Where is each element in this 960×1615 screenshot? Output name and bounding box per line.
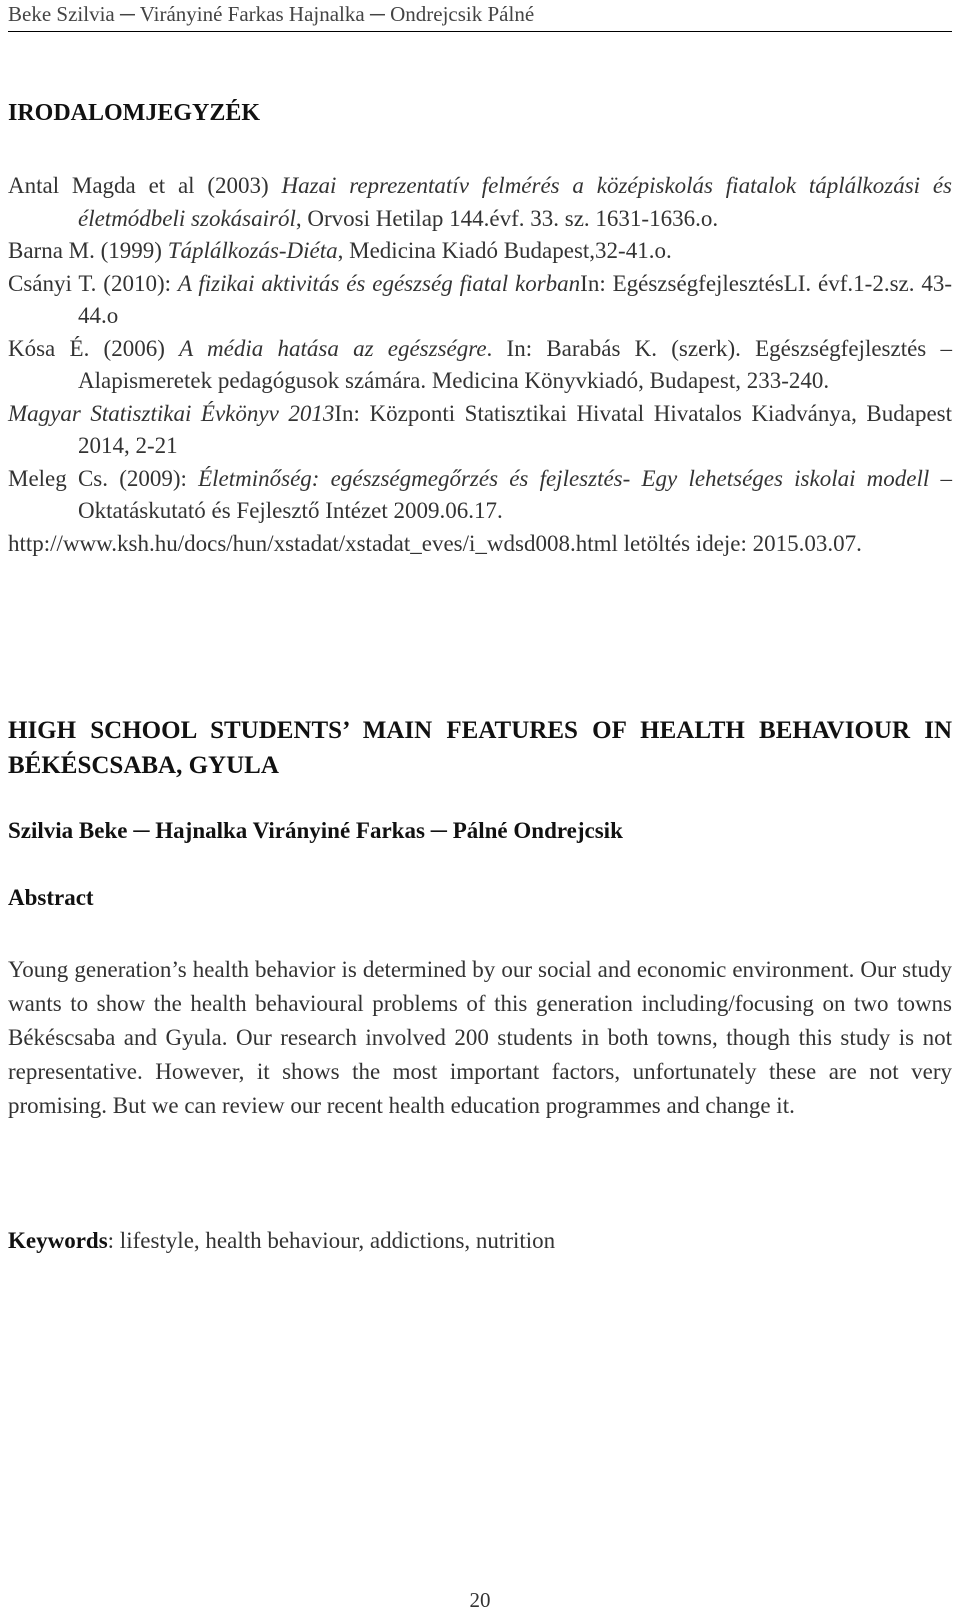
reference-source: . In: Barabás K. (szerk). Egészségfejlesztés – Alapismeretek pedagógusok számára. Medicina Könyvkiadó, Budapest, 233-240. <box>78 335 952 393</box>
reference-title: Táplálkozás-Diéta <box>167 238 338 263</box>
reference-item <box>8 268 952 333</box>
reference-author: Csányi T. (2010): <box>8 270 178 296</box>
reference-author: Meleg Cs. (2009): <box>8 465 199 491</box>
reference-title: Magyar Statisztikai Évkönyv 2013 <box>8 400 335 426</box>
references-heading: IRODALOMJEGYZÉK <box>8 100 261 126</box>
reference-source: , Medicina Kiadó Budapest,32-41.o. <box>337 238 672 263</box>
reference-source: In: Központi Statisztikai Hivatal Hivatalos Kiadványa, Budapest 2014, 2-21 <box>78 400 952 458</box>
reference-item <box>8 398 952 463</box>
page-number: 20 <box>469 1588 491 1612</box>
abstract-body: Young generation’s health behavior is determined by our social and economic environment. Our study wants to show the health behavioural problems of this generation including/focusing on two towns Békéscsaba and Gyula. Our research involved 200 students in both towns, though this study is not representative. However, it shows the most important factors, unfortunately these are not very promising. But we can review our recent health education programmes and change it. <box>8 957 952 1118</box>
keywords-text: : lifestyle, health behaviour, addictions, nutrition <box>107 1228 556 1253</box>
reference-item <box>8 170 952 235</box>
reference-author: Kósa É. (2006) <box>8 335 180 361</box>
reference-source: In: EgészségfejlesztésLI. évf.1-2.sz. 43-44.o <box>78 270 952 328</box>
keywords-line <box>8 1228 555 1254</box>
reference-title: Életminőség: egészségmegőrzés és fejlesztés- Egy lehetséges iskolai modell <box>198 465 930 491</box>
author-list: Szilvia Beke ─ Hajnalka Virányiné Farkas ─ Pálné Ondrejcsik <box>8 818 623 843</box>
reference-item <box>8 463 952 528</box>
reference-list <box>8 170 952 560</box>
reference-title: A média hatása az egészségre <box>179 335 487 361</box>
reference-author: Barna M. (1999) <box>8 238 168 263</box>
reference-item <box>8 528 952 561</box>
reference-source: , Orvosi Hetilap 144.évf. 33. sz. 1631-1636.o. <box>295 205 719 231</box>
keywords-label: Keywords <box>8 1228 108 1253</box>
reference-title: Hazai reprezentatív felmérés a középiskolás fiatalok táplálkozási és életmódbeli szokásairól <box>78 173 952 231</box>
reference-title: A fizikai aktivitás és egészség fiatal korban <box>177 270 581 296</box>
english-title: HIGH SCHOOL STUDENTS’ MAIN FEATURES OF HEALTH BEHAVIOUR IN BÉKÉSCSABA, GYULA <box>8 717 952 779</box>
running-header: Beke Szilvia ─ Virányiné Farkas Hajnalka ─ Ondrejcsik Pálné <box>8 0 952 32</box>
reference-author: Antal Magda et al (2003) <box>8 173 282 198</box>
reference-url: http://www.ksh.hu/docs/hun/xstadat/xstadat_eves/i_wdsd008.html letöltés ideje: 2015.03.07. <box>8 530 862 556</box>
reference-source: – Oktatáskutató és Fejlesztő Intézet 2009.06.17. <box>78 465 952 523</box>
abstract-heading: Abstract <box>8 885 94 910</box>
reference-item <box>8 235 952 268</box>
reference-item <box>8 333 952 398</box>
